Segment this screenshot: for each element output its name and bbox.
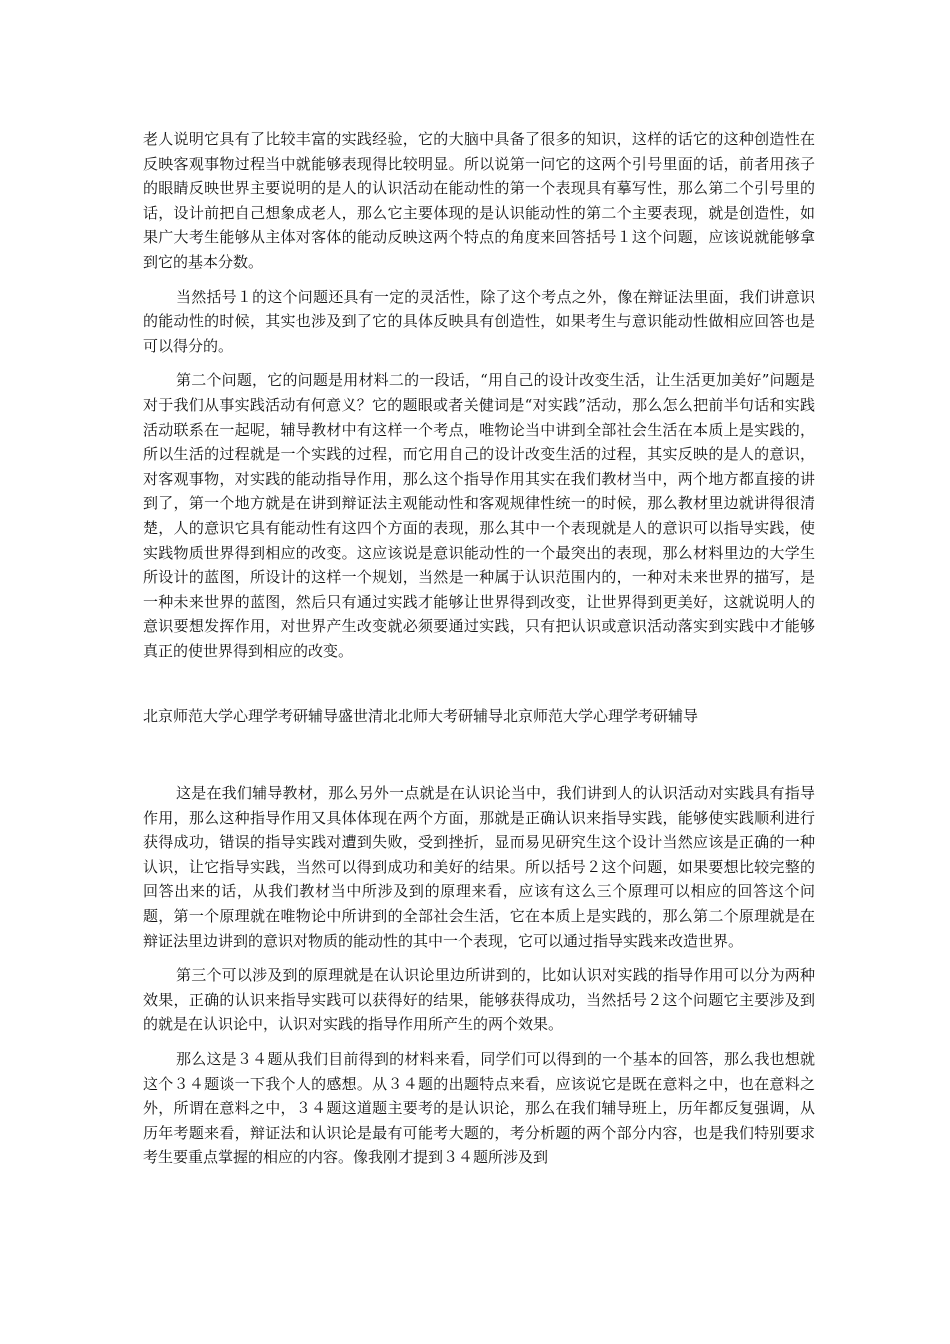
text-section-upper — [143, 127, 815, 663]
paragraph: 当然括号１的这个问题还具有一定的灵活性，除了这个考点之外，像在辩证法里面，我们讲意识的能动性的时候，其实也涉及到了它的具体反映具有创造性，如果考生与意识能动性做相应回答也是可以得分的。 — [143, 287, 815, 355]
paragraph: 第二个问题，它的问题是用材料二的一段话，“用自己的设计改变生活，让生活更加美好”问题是对于我们从事实践活动有何意义？它的题眼或者关健词是“对实践”活动，那么怎么把前半句话和实践活动联系在一起呢，辅导教材中有这样一个考点，唯物论当中讲到全部社会生活在本质上是实践的，所以生活的过程就是一个实践的过程，而它用自己的设计改变生活的过程，其实反映的是人的意识，对客观事物，对实践的能动指导作用，那么这个指导作用其实在我们教材当中，两个地方都直接的讲到了，第一个地方就是在讲到辩证法主观能动性和客观规律性统一的时候，那么教材里边就讲得很清楚，人的意识它具有能动性有这四个方面的表现，那么其中一个表现就是人的意识可以指导实践，使实践物质世界得到相应的改变。这应该说是意识能动性的一个最突出的表现，那么材料里边的大学生所设计的蓝图，所设计的这样一个规划，当然是一种属于认识范围内的，一种对未来世界的描写，是一种未来世界的蓝图，然后只有通过实践才能够让世界得到改变，让世界得到更美好，这就说明人的意识要想发挥作用，对世界产生改变就必须要通过实践，只有把认识或意识活动落实到实践中才能够真正的使世界得到相应的改变。 — [143, 371, 815, 660]
paragraph: 这是在我们辅导教材，那么另外一点就是在认识论当中，我们讲到人的认识活动对实践具有指导作用，那么这种指导作用又具体体现在两个方面，那就是正确认识来指导实践，能够使实践顺利进行获得成功，错误的指导实践对遭到失败，受到挫折，显而易见研究生这个设计当然应该是正确的一种认识，让它指导实践，当然可以得到成功和美好的结果。所以括号２这个问题，如果要想比较完整的回答出来的话，从我们教材当中所涉及到的原理来看，应该有这么三个原理可以相应的回答这个问题，第一个原理就在唯物论中所讲到的全部社会生活，它在本质上是实践的，那么第二个原理就是在辩证法里边讲到的意识对物质的能动性的其中一个表现，它可以通过指导实践来改造世界。 — [143, 784, 815, 950]
footer-text: 北京师范大学心理学考研辅导盛世清北北师大考研辅导北京师范大学心理学考研辅导 — [143, 707, 699, 725]
paragraph: 那么这是３４题从我们目前得到的材料来看，同学们可以得到的一个基本的回答，那么我也想就这个３４题谈一下我个人的感想。从３４题的出题特点来看，应该说它是既在意料之中，也在意料之外，所谓在意料之中，３４题这道题主要考的是认识论，那么在我们辅导班上，历年都反复强调，从历年考题来看，辩证法和认识论是最有可能考大题的，考分析题的两个部分内容，也是我们特别要求考生要重点掌握的相应的内容。像我刚才提到３４题所涉及到 — [143, 1049, 815, 1167]
paragraph: 第三个可以涉及到的原理就是在认识论里边所讲到的，比如认识对实践的指导作用可以分为两种效果，正确的认识来指导实践可以获得好的结果，能够获得成功，当然括号２这个问题它主要涉及到的就是在认识论中，认识对实践的指导作用所产生的两个效果。 — [143, 966, 815, 1034]
text-section-lower — [143, 781, 815, 1170]
paragraph: 老人说明它具有了比较丰富的实践经验，它的大脑中具备了很多的知识，这样的话它的这种创造性在反映客观事物过程当中就能够表现得比较明显。所以说第一问它的这两个引号里面的话，前者用孩子的眼睛反映世界主要说明的是人的认识活动在能动性的第一个表现具有摹写性，那么第二个引号里的话，设计前把自己想象成老人，那么它主要体现的是认识能动性的第二个主要表现，就是创造性，如果广大考生能够从主体对客体的能动反映这两个特点的角度来回答括号１这个问题，应该说就能够拿到它的基本分数。 — [143, 130, 815, 271]
